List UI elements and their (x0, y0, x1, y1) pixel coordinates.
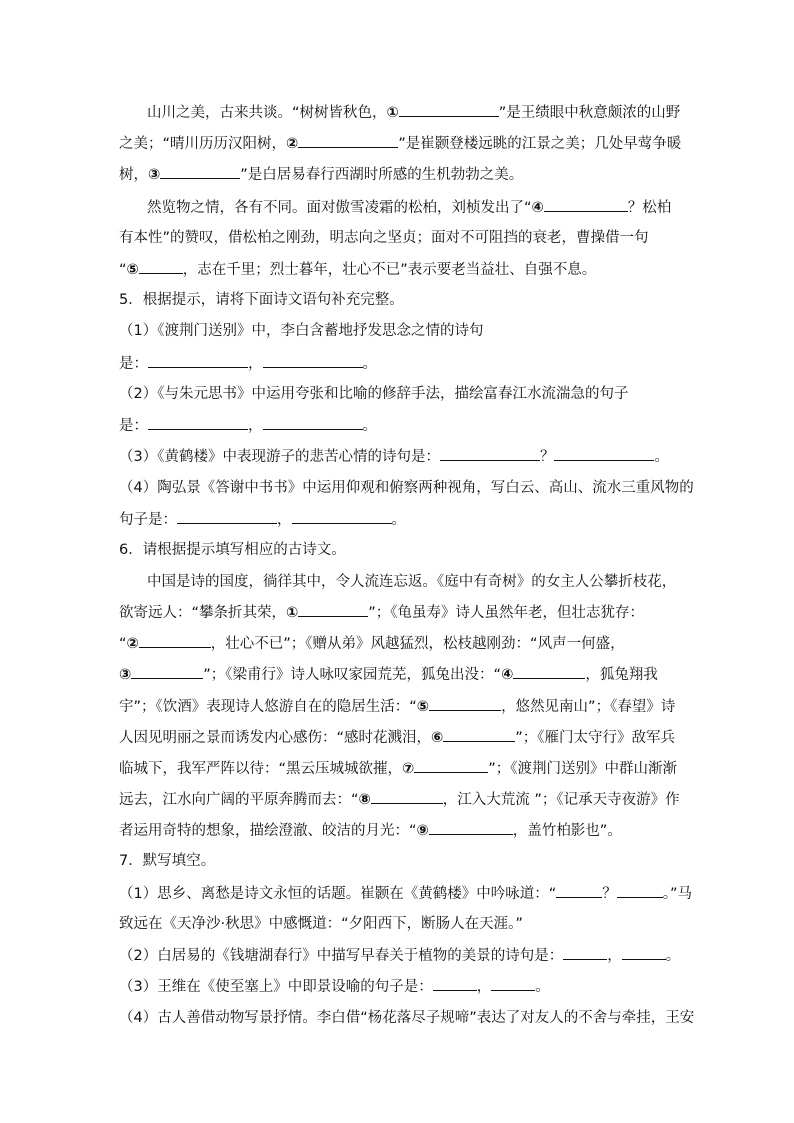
blank-number: ⑨ (416, 823, 429, 839)
fill-blank[interactable] (177, 509, 277, 524)
passage-text: 临城下，我军严阵以待：“黑云压城城欲摧， (119, 761, 403, 777)
question-text: 是： (119, 356, 148, 372)
fill-blank[interactable] (139, 259, 183, 274)
question-7-title (119, 851, 215, 871)
blank-number: ⑦ (402, 761, 415, 777)
q6-line-2 (119, 602, 644, 623)
blank-number: ⑤ (416, 699, 430, 715)
fill-blank[interactable] (544, 197, 628, 212)
fill-blank[interactable] (263, 353, 363, 368)
blank-number: ⑤ (126, 262, 139, 278)
fill-blank[interactable] (563, 945, 607, 960)
passage-text: 中国是诗的国度，徜徉其中，令人流连忘返。《庭中有奇树》的女主人公攀折枝花， (147, 574, 677, 590)
question-text: 是： (119, 418, 148, 434)
passage-text: 山川之美，古来共谈。“树树皆秋色， (147, 105, 387, 121)
fill-blank[interactable] (414, 758, 488, 773)
passage-text: ”是王绩眼中秋意颇浓的山野 (498, 105, 681, 121)
passage-text: ，悠然见南山”；《春望》诗 (501, 699, 676, 715)
fill-blank[interactable] (491, 976, 535, 991)
fill-blank[interactable] (554, 446, 654, 461)
fill-blank[interactable] (292, 509, 392, 524)
question-text: （4）古人善借动物写景抒情。李白借“杨花落尽子规啼”表达了对友人的不舍与牵挂，王安 (119, 1010, 695, 1026)
punctuation: ， (248, 418, 263, 434)
blank-number: ② (286, 136, 299, 152)
blank-number: ④ (501, 667, 514, 683)
q5-item-2-answer (119, 415, 377, 436)
blank-number: ④ (531, 200, 544, 216)
q5-item-4-answer (119, 509, 406, 530)
fill-blank[interactable] (371, 789, 443, 804)
question-text: （3）王维在《使至塞上》中即景设喻的句子是： (119, 979, 433, 995)
q7-item-3 (119, 976, 550, 997)
q5-item-1 (119, 321, 483, 341)
passage-text: 之美；“晴川历历汉阳树， (119, 136, 287, 152)
fill-blank[interactable] (429, 820, 513, 835)
passage-text: ，狐兔翔我 (585, 667, 658, 683)
question-text: （3）《黄鹤楼》中表现游子的悲苦心情的诗句是： (119, 449, 440, 465)
passage-text: 欲寄远人：“攀条折其荣， (119, 605, 287, 621)
punctuation: ， (248, 356, 263, 372)
passage-text: ，志在千里；烈士暮年，壮心不已”表示要老当益壮、自强不息。 (182, 262, 597, 278)
fill-blank[interactable] (148, 415, 248, 430)
fill-blank[interactable] (298, 133, 398, 148)
blank-number: ⑧ (358, 792, 371, 808)
fill-blank[interactable] (148, 353, 248, 368)
q7-item-1-cont (119, 914, 523, 934)
question-text: （1）《渡荆门送别》中，李白含蓄地抒发思念之情的诗句 (119, 323, 484, 339)
blank-number: ③ (148, 167, 161, 183)
q6-line-1 (147, 572, 676, 592)
blank-number: ⑥ (431, 730, 444, 746)
punctuation: 。 (391, 512, 406, 528)
q5-item-2 (119, 384, 628, 404)
passage-text: ”；《龟虽寿》诗人虽然年老，但壮志犹存： (368, 605, 645, 621)
question-title: 5．根据提示，请将下面诗文语句补充完整。 (119, 292, 404, 308)
punctuation: 。 (362, 356, 377, 372)
punctuation: ， (277, 512, 292, 528)
question-title: 7．默写填空。 (119, 853, 216, 869)
q5-item-4 (119, 478, 694, 498)
punctuation: ？ (602, 886, 617, 902)
question-text: 句子是： (119, 512, 177, 528)
q7-item-1 (119, 883, 692, 904)
passage-text: ”；《渡荆门送别》中群山渐渐 (488, 761, 678, 777)
passage-text: 有本性”的赞叹，借松柏之刚劲，明志向之坚贞；面对不可阻挡的衰老，曹操借一句 (119, 230, 649, 246)
question-text: 。”马 (662, 886, 693, 902)
fill-blank[interactable] (433, 976, 477, 991)
fill-blank[interactable] (160, 164, 240, 179)
fill-blank[interactable] (139, 633, 211, 648)
blank-number: ② (126, 636, 139, 652)
q6-line-4 (119, 664, 658, 685)
q6-line-3 (119, 633, 625, 654)
fill-blank[interactable] (443, 727, 515, 742)
passage-text: ？松柏 (627, 200, 672, 216)
question-text: （1）思乡、离愁是诗文永恒的话题。崔颢在《黄鹤楼》中吟咏道：“ (119, 886, 557, 902)
passage-line-3 (119, 164, 523, 185)
fill-blank[interactable] (617, 883, 663, 898)
question-5-title (119, 290, 404, 310)
passage-text: 远去，江水向广阔的平原奔腾而去：“ (119, 792, 359, 808)
passage-text: 人因见明丽之景而诱发内心感伤：“感时花溅泪， (119, 730, 432, 746)
fill-blank[interactable] (131, 664, 203, 679)
punctuation: ， (607, 948, 622, 964)
q6-line-7 (119, 758, 677, 779)
question-text: 致远在《天净沙·秋思》中感慨道：“夕阳西下，断肠人在天涯。” (119, 916, 523, 932)
passage-text: 然览物之情，各有不同。面对傲雪凌霜的松柏，刘桢发出了“ (147, 200, 532, 216)
fill-blank[interactable] (263, 415, 363, 430)
q6-line-9 (119, 820, 622, 841)
passage-text: 者运用奇特的想象，描绘澄澈、皎洁的月光：“ (119, 823, 417, 839)
blank-number: ① (286, 605, 299, 621)
fill-blank[interactable] (622, 945, 666, 960)
punctuation: 。 (535, 979, 550, 995)
blank-number: ① (386, 105, 399, 121)
passage-line-5 (119, 228, 649, 248)
passage-text: ”是崔颢登楼远眺的江景之美；几处早莺争暖 (398, 136, 682, 152)
passage-text: “ (119, 636, 127, 652)
fill-blank[interactable] (513, 664, 585, 679)
q6-line-5 (119, 696, 675, 717)
punctuation: 。 (665, 948, 681, 964)
passage-text: 宇”；《饮酒》表现诗人悠游自在的隐居生活：“ (119, 699, 417, 715)
question-title: 6．请根据提示填写相应的古诗文。 (119, 542, 346, 558)
fill-blank[interactable] (440, 446, 540, 461)
passage-line-1 (147, 102, 680, 123)
q6-line-8 (119, 789, 680, 810)
passage-text: ，壮心不已”；《赠从弟》风越猛烈，松枝越刚劲：“风声一何盛， (210, 636, 625, 652)
q5-item-1-answer (119, 353, 377, 374)
passage-text: 树， (119, 167, 148, 183)
passage-text: ”；《梁甫行》诗人咏叹家园荒芜，狐兔出没：“ (203, 667, 502, 683)
question-text: （2）白居易的《钱塘湖春行》中描写早春关于植物的美景的诗句是： (119, 948, 564, 964)
q6-line-6 (119, 727, 675, 748)
passage-line-4 (147, 197, 671, 218)
passage-line-2 (119, 133, 681, 154)
fill-blank[interactable] (556, 883, 602, 898)
punctuation: 。 (654, 449, 669, 465)
fill-blank[interactable] (399, 102, 499, 117)
question-text: （4）陶弘景《答谢中书书》中运用仰观和俯察两种视角，写白云、高山、流水三重风物的 (119, 480, 694, 496)
passage-text: ”是白居易春行西湖时所感的生机勃勃之美。 (240, 167, 524, 183)
punctuation: ， (476, 979, 492, 995)
blank-number: ③ (119, 667, 132, 683)
q7-item-2 (119, 945, 680, 966)
passage-text: ，盖竹柏影也”。 (512, 823, 622, 839)
passage-line-6 (119, 259, 596, 280)
q5-item-3 (119, 446, 669, 467)
punctuation: ？ (539, 449, 555, 465)
question-text: （2）《与朱元思书》中运用夸张和比喻的修辞手法，描绘富春江水流湍急的句子 (119, 386, 629, 402)
q7-item-4 (119, 1008, 694, 1028)
passage-text: “ (119, 262, 127, 278)
fill-blank[interactable] (429, 696, 501, 711)
fill-blank[interactable] (298, 602, 368, 617)
passage-text: ”；《雁门太守行》敌军兵 (515, 730, 676, 746)
punctuation: 。 (362, 418, 377, 434)
passage-text: ，江入大荒流 ”；《记承天寺夜游》作 (442, 792, 680, 808)
question-6-title (119, 540, 346, 560)
